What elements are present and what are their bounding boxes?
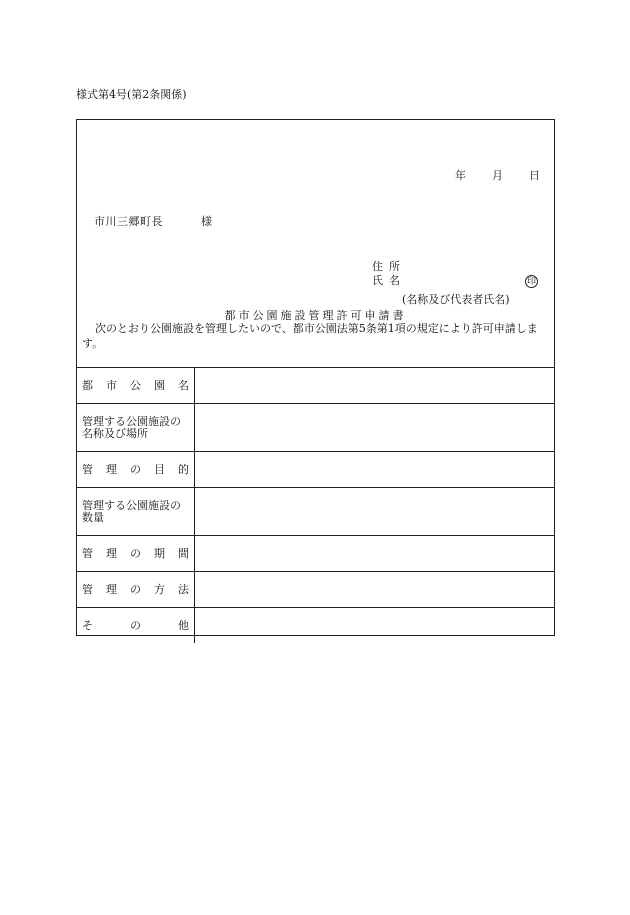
field-row-facility-name-place (77, 404, 554, 452)
label-char: 他 (178, 618, 189, 632)
field-input-purpose[interactable] (195, 452, 554, 487)
date-field (455, 167, 540, 183)
field-row-park-name (77, 368, 554, 404)
date-year-label: 年 (455, 169, 466, 182)
field-input-period[interactable] (195, 536, 554, 571)
addressee (94, 213, 212, 229)
label-char: 期 (154, 546, 165, 560)
addressee-honorific: 様 (201, 215, 212, 228)
label-char: 都 (82, 378, 93, 392)
field-input-park-name[interactable] (195, 368, 554, 403)
label-char: 管 (82, 582, 93, 596)
field-label-park-name (77, 368, 195, 403)
field-label-other (77, 608, 195, 643)
label-char: の (130, 546, 141, 560)
label-char: 公 (130, 378, 141, 392)
label-char: 市 (106, 378, 117, 392)
field-row-period (77, 536, 554, 572)
label-char: 園 (154, 378, 165, 392)
label-char: 法 (178, 582, 189, 596)
label-char: 目 (154, 462, 165, 476)
field-input-method[interactable] (195, 572, 554, 607)
address-label: 住所 (372, 260, 406, 273)
field-label-facility-name-place: 管理する公園施設の名称及び場所 (77, 404, 195, 451)
date-month-label: 月 (492, 169, 503, 182)
field-input-other[interactable] (195, 608, 554, 643)
field-input-quantity[interactable] (195, 488, 554, 535)
field-row-purpose (77, 452, 554, 488)
label-char: 間 (178, 546, 189, 560)
label-char: そ (82, 618, 93, 632)
field-row-method (77, 572, 554, 608)
field-input-facility-name-place[interactable] (195, 404, 554, 451)
label-char: の (130, 582, 141, 596)
field-label-purpose (77, 452, 195, 487)
seal-mark: 印 (526, 277, 536, 287)
date-day-label: 日 (529, 169, 540, 182)
label-char: 名 (178, 378, 189, 392)
addressee-name: 市川三郷町長 (94, 215, 163, 228)
label-char: の (130, 618, 141, 632)
field-label-method (77, 572, 195, 607)
field-row-other (77, 608, 554, 643)
field-row-quantity (77, 488, 554, 536)
name-label: 氏名 (372, 274, 406, 287)
application-form (76, 119, 555, 636)
form-header-block (77, 120, 554, 368)
label-char: 理 (106, 462, 117, 476)
field-label-period (77, 536, 195, 571)
label-char: 理 (106, 582, 117, 596)
field-label-quantity: 管理する公園施設の数量 (77, 488, 195, 535)
applicant-block (372, 260, 542, 288)
label-char: 管 (82, 546, 93, 560)
document-body: 次のとおり公園施設を管理したいので、都市公園法第5条第1項の規定により許可申請します。 (82, 322, 538, 350)
label-char: 管 (82, 462, 93, 476)
label-char: の (130, 462, 141, 476)
label-char: 方 (154, 582, 165, 596)
label-char: 的 (178, 462, 189, 476)
label-char: 理 (106, 546, 117, 560)
document-title: 都市公園施設管理許可申請書 (224, 309, 407, 322)
form-fields (77, 368, 554, 643)
applicant-note: (名称及び代表者氏名) (402, 293, 510, 306)
form-number: 様式第4号(第2条関係) (76, 88, 187, 101)
